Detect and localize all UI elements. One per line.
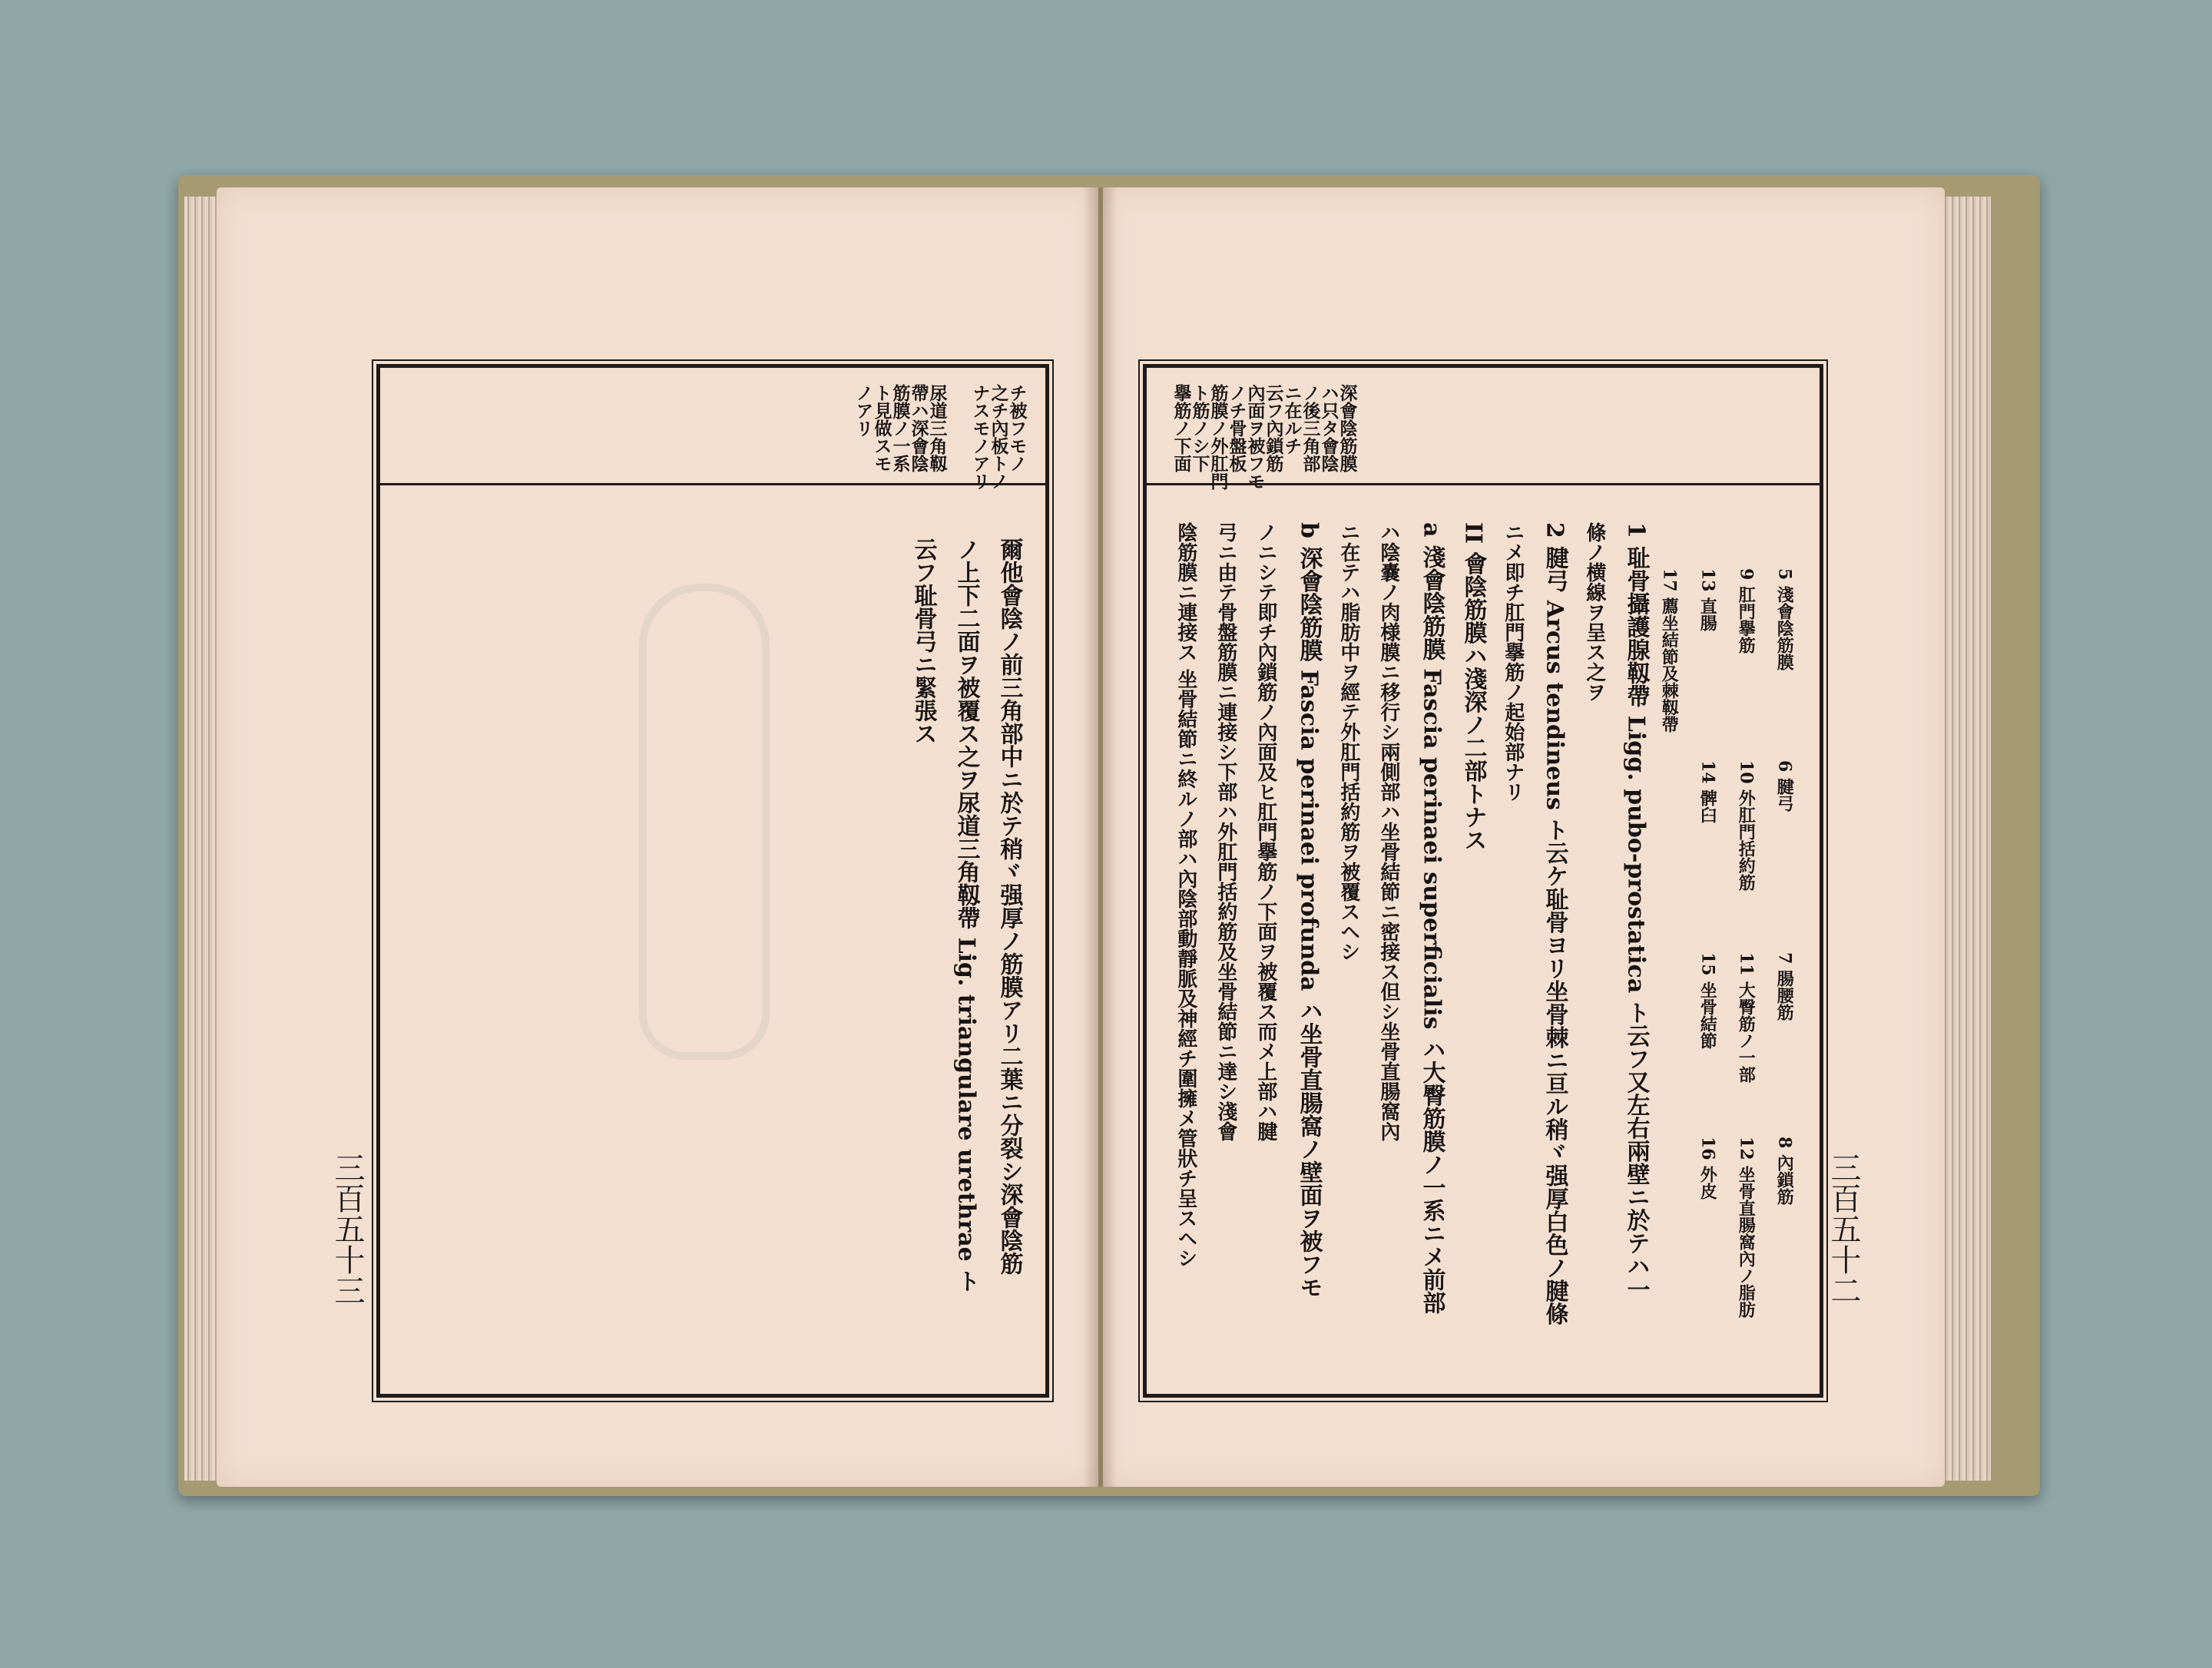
legend-num: 8 <box>1774 1137 1795 1149</box>
legend-label: 內鎖筋 <box>1774 1153 1795 1205</box>
right-body-line: 1 耻骨攝護腺靱帶 Ligg. pubo-prostatica ト云フ又左右兩壁ニ於テハ一 <box>1622 522 1650 1301</box>
right-body-line: ハ陰嚢ノ肉様膜ニ移行シ兩側部ハ坐骨結節ニ密接ス但シ坐骨直腸窩內 <box>1376 522 1400 1141</box>
legend-item <box>1736 952 1755 1083</box>
legend-num: 6 <box>1774 760 1795 773</box>
right-body-line: a 淺會陰筋膜 Fascia perinaei superficialis ハ大臀筋膜ノ一系ニメ前部 <box>1418 522 1445 1314</box>
legend-item <box>1697 568 1717 631</box>
note-col: ノチ骨盤板 <box>1226 384 1247 472</box>
right-page-number: 三百五十二 <box>1826 1152 1861 1306</box>
legend-item <box>1736 760 1755 891</box>
note-col: 擧筋ノ下面 <box>1171 384 1192 472</box>
legend-num: 5 <box>1774 568 1795 581</box>
legend-label: 直腸 <box>1697 597 1718 632</box>
page-edges-right <box>1942 197 1991 1481</box>
left-page-number: 三百五十三 <box>329 1152 365 1306</box>
note-col: チ被フモノ <box>1006 384 1028 472</box>
legend-label: 淺會陰筋膜 <box>1774 585 1795 670</box>
note-col: 帶ハ深會陰 <box>908 384 929 472</box>
right-body-line: ニメ即チ肛門擧筋ノ起始部ナリ <box>1501 522 1525 802</box>
note-col: ト筋ノシ下 <box>1189 384 1210 472</box>
legend-item <box>1659 568 1678 733</box>
note-col: 內面ヲ被フモ <box>1244 384 1266 490</box>
left-body-line: 云フ耻骨弓ニ緊張ス <box>909 538 937 745</box>
legend-label: 腸腰筋 <box>1774 969 1795 1021</box>
legend-item <box>1697 952 1717 1049</box>
note-col: ノ後三角部 <box>1300 384 1321 472</box>
legend-item <box>1774 952 1793 1021</box>
note-col: 云フ內鎖筋 <box>1263 384 1284 472</box>
book-gutter <box>1083 187 1117 1487</box>
legend-item <box>1736 568 1755 654</box>
right-body-line: b 深會陰筋膜 Fascia perinaei profunda ハ坐骨直腸窩ノ壁面ヲ被フモ <box>1295 522 1323 1299</box>
legend-num: 15 <box>1697 952 1718 976</box>
legend-label: 髀臼 <box>1697 789 1718 824</box>
legend-item <box>1774 568 1793 670</box>
legend-label: 外皮 <box>1697 1166 1718 1200</box>
legend-num: 13 <box>1697 568 1718 592</box>
figure-legend <box>1659 568 1813 1319</box>
legend-label: 大臀筋ノ一部 <box>1736 981 1757 1084</box>
legend-label: 肛門擧筋 <box>1736 585 1757 654</box>
right-body-line: ノニシテ即チ內鎖筋ノ內面及ヒ肛門擧筋ノ下面ヲ被覆ス而メ上部ハ腱 <box>1253 522 1277 1141</box>
legend-label: 坐骨直腸窩內ノ脂肪 <box>1736 1166 1757 1319</box>
right-body-line: ニ在テハ脂肪中ヲ經テ外肛門括約筋ヲ被覆スヘシ <box>1336 522 1360 961</box>
left-body-line: 爾他會陰ノ前三角部中ニ於テ稍ヾ强厚ノ筋膜アリ二葉ニ分裂シ深會陰筋 <box>995 538 1023 1275</box>
legend-item <box>1697 760 1717 823</box>
note-col: ト見做スモ <box>871 384 892 472</box>
legend-num: 11 <box>1736 952 1757 976</box>
left-notes-divider <box>380 483 1045 485</box>
legend-label: 外肛門括約筋 <box>1736 789 1757 892</box>
right-body-line: II 會陰筋膜ハ淺深ノ二部トナス <box>1459 522 1487 852</box>
legend-num: 9 <box>1736 568 1757 581</box>
legend-num: 7 <box>1774 952 1795 965</box>
note-col: 深會陰筋膜 <box>1336 384 1358 472</box>
legend-num: 16 <box>1697 1137 1718 1160</box>
legend-item <box>1774 760 1793 812</box>
legend-label: 腱弓 <box>1774 777 1795 812</box>
left-body-line: ノ上下二面ヲ被覆ス之ヲ尿道三角靱帶 Lig. triangulare urethrae ト <box>952 538 980 1293</box>
note-col: 之チ內板トノ <box>988 384 1009 490</box>
legend-num: 10 <box>1736 760 1757 784</box>
note-col: 筋膜ノ一系 <box>889 384 911 472</box>
legend-label: 坐骨結節 <box>1697 981 1718 1050</box>
legend-num: 14 <box>1697 760 1718 784</box>
right-body-line: 2 腱弓 Arcus tendineus ト云ケ耻骨ヨリ坐骨棘ニ亘ル稍ヾ强厚白色ノ腱條 <box>1541 522 1568 1325</box>
note-col: ハ只タ會陰 <box>1318 384 1339 472</box>
legend-item <box>1697 1137 1717 1200</box>
legend-num: 17 <box>1659 568 1680 592</box>
right-body-line: 條ノ横線ヲ呈ス之ヲ <box>1582 522 1606 702</box>
legend-item <box>1736 1137 1755 1318</box>
right-body-line: 陰筋膜ニ連接ス 坐骨結節ニ終ルノ部ハ內陰部動靜脈及神經チ圍擁メ管狀チ呈スヘシ <box>1174 522 1197 1269</box>
note-col: 尿道三角靱 <box>926 384 948 472</box>
note-col: ノアリ <box>853 384 874 437</box>
note-col: 筋膜ノ外肛門 <box>1207 384 1229 490</box>
legend-num: 12 <box>1736 1137 1757 1160</box>
legend-item <box>1774 1137 1793 1205</box>
legend-label: 薦坐結節及棘靱帶 <box>1659 597 1680 733</box>
right-body-line: 弓ニ由テ骨盤筋膜ニ連接シ下部ハ外肛門括約筋及坐骨結節ニ達シ淺會 <box>1214 522 1237 1141</box>
note-col: ニ在ルチ <box>1281 384 1303 455</box>
left-text-frame <box>376 364 1049 1398</box>
note-col: ナスモノアリ <box>969 384 991 490</box>
